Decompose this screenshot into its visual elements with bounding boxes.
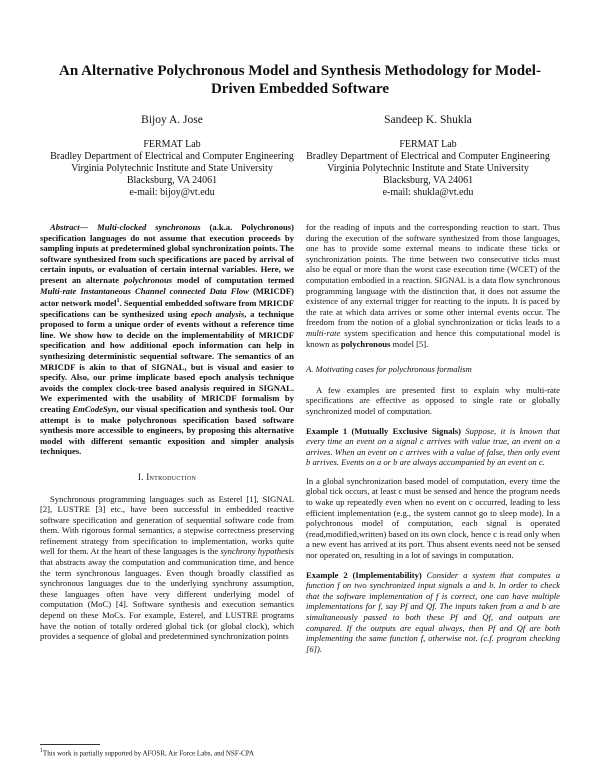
author-email: e-mail: shukla@vt.edu [382, 187, 474, 198]
example-label: Example 2 (Implementability) [306, 569, 422, 580]
author-city: Blacksburg, VA 24061 [382, 175, 474, 186]
continued-paragraph [306, 222, 560, 349]
paragraph: In a global synchronization based model of computation, every time the global tick occurs, at least c must be sensed and hence the program needs to wake up repeatedly even when no event on c occurred, leading to less efficient implementation (e.g., the system cannot go to sleep mode). In a polychronous model of computation, each signal is operated (read,modified,written) based on its own clock, hence c is read only when a new event has arrived at its port. Thus absent events need not be sensed nor operated on, resulting in a lot of savings in computation. [306, 475, 560, 561]
author-name: Sandeep K. Shukla [384, 114, 472, 126]
text: system specification and hence this computational model is known as [306, 327, 560, 349]
abstract-text: . Sequential embedded software from MRICDF specifications can be synthesized using [40, 298, 295, 319]
example-text: Suppose, it is known that every time an event on a signal c arrives with value true, an event on a arrives. When an event on c arrives with a value of false, then only event b arrives. Events on a or b are always accompanied by an event on c. [306, 425, 560, 468]
abstract-emph: polychronous [123, 274, 173, 285]
emph: synchrony hypothesis [220, 546, 294, 557]
author-block-1 [47, 114, 297, 199]
author-city: Blacksburg, VA 24061 [126, 175, 218, 186]
abstract [40, 222, 294, 457]
example-1 [306, 426, 560, 468]
author-lab: FERMAT Lab [399, 139, 457, 150]
author-lab: FERMAT Lab [143, 139, 201, 150]
author-inst: Virginia Polytechnic Institute and State University [327, 163, 529, 174]
author-dept: Bradley Department of Electrical and Computer Engineering [306, 151, 550, 162]
abstract-label: Abstract— [50, 222, 89, 232]
footnote-ref: 1 [116, 298, 120, 305]
section-title: Introduction [146, 471, 197, 482]
text: that abstracts away the computation and communication time, and hence the term synchronous languages. Even though broadly classified as synchronous languages due to the underlying synchrony assumption, these languages often have very different underlying model of computation (MoC) [4]. Software synthesis and execution semantics depend on these MoCs. For example, Esterel, and LUSTRE programs have the notion of totally ordered global tick (or global clock), which provides a sequence of global and predetermined synchronization points [40, 557, 294, 642]
author-inst: Virginia Polytechnic Institute and State University [71, 163, 273, 174]
author-block-2 [303, 114, 553, 199]
section-number: I. [137, 471, 144, 482]
emph: multi-rate [306, 327, 341, 338]
abstract-emph: Multi-clocked synchronous [97, 222, 201, 232]
section-heading [40, 472, 294, 483]
abstract-text: (a.k.a. Polychronous) specification languages do not assume that execution proceeds by sampling inputs at predetermined global synchronization points. The software synthesized from such specifications are paced by arrival of certain inputs, or evaluation of certain internal variables. Here, we present an alternate [40, 222, 294, 285]
abstract-text: (MRICDF) actor network model [40, 285, 294, 309]
abstract-emph: Multi-rate Instantaneous Channel connected Data Flow [40, 285, 249, 296]
intro-paragraph [40, 494, 294, 642]
abstract-text: , our visual specification and synthesis tool. Our attempt is to make polychronous specification based software synthesis more accessible to engineers, by proposing this alternative model with different semantic exposition and simpler analysis techniques. [40, 403, 295, 457]
left-column [40, 222, 294, 642]
author-email: e-mail: bijoy@vt.edu [129, 187, 215, 198]
author-dept: Bradley Department of Electrical and Computer Engineering [50, 151, 294, 162]
subsection-heading: A. Motivating cases for polychronous formalism [306, 364, 472, 375]
right-column [306, 222, 560, 654]
paragraph: A few examples are presented first to explain why multi-rate specifications are effective as opposed to single rate or globally synchronized model of computation. [306, 384, 560, 416]
abstract-text: , a technique proposed to form a unique order of events without a reference time line. We show how to decide on the implementability of MRICDF specification and how additional epoch information can help in synthesizing deterministic sequential software. The semantics of an MRICDF is akin to that of SIGNAL, but is visual and easier to specify. Also, our prime implicate based epoch analysis technique avoids the complex clock-tree based analysis required in SIGNAL. We experimented with the usability of MRICDF formalism by creating [40, 308, 294, 414]
footnote-rule [40, 744, 100, 745]
paper-title: An Alternative Polychronous Model and Synthesis Methodology for Model-Driven Embedded Software [59, 63, 541, 97]
strong: polychronous [340, 338, 391, 349]
footnote-text: This work is partially supported by AFOSR, Air Force Labs, and NSF-CPA [42, 749, 255, 758]
abstract-emph: EmCodeSyn [72, 403, 117, 414]
footnote-mark: 1 [40, 748, 43, 754]
example-2 [306, 570, 560, 655]
author-name: Bijoy A. Jose [141, 114, 203, 126]
abstract-emph: epoch analysis [190, 308, 245, 319]
example-label: Example 1 (Mutually Exclusive Signals) [306, 425, 462, 436]
text: Synchronous programming languages such as Esterel [1], SIGNAL [2], LUSTRE [3] etc., have been successful in embedded reactive software specification and generation of sequential software code from them. With rigorous formal semantics, a stepwise correctness preserving refinement strategy from specification to implementation, works quite well for them. At the heart of these languages is the [40, 493, 294, 557]
abstract-text: model of computation termed [172, 274, 294, 285]
footnote [40, 747, 296, 758]
text: model [5]. [390, 338, 429, 349]
example-text: Consider a system that computes a function f on two synchronized input signals a and b. In order to check that the software implementation of f is correct, one can have multiple implementations for f, say Pf and Qf. The inputs taken from a and b are simultaneously passed to both these Pf and Qf, and outputs are compared. If the outputs are equal always, then Pf and Qf are both implementing the same function f, otherwise not. (c.f. program checking [6]). [306, 569, 560, 654]
text: for the reading of inputs and the corresponding reaction to start. Thus during the execution of the software synthesized from those languages, one has to provide some external means to indicate these ticks or synchronization points. The time between two consecutive ticks must also be equal or more than the worst case execution time (WCET) of the computation embodied in a reaction. SIGNAL is a data flow synchronous programming language with the distinction that, it does not assume the existence of any external trigger for reacting to the inputs. It is paced by the rate at which data arrives or some other internal events occur. The freedom from the notion of a global synchronization or ticks leads to a [306, 222, 560, 328]
